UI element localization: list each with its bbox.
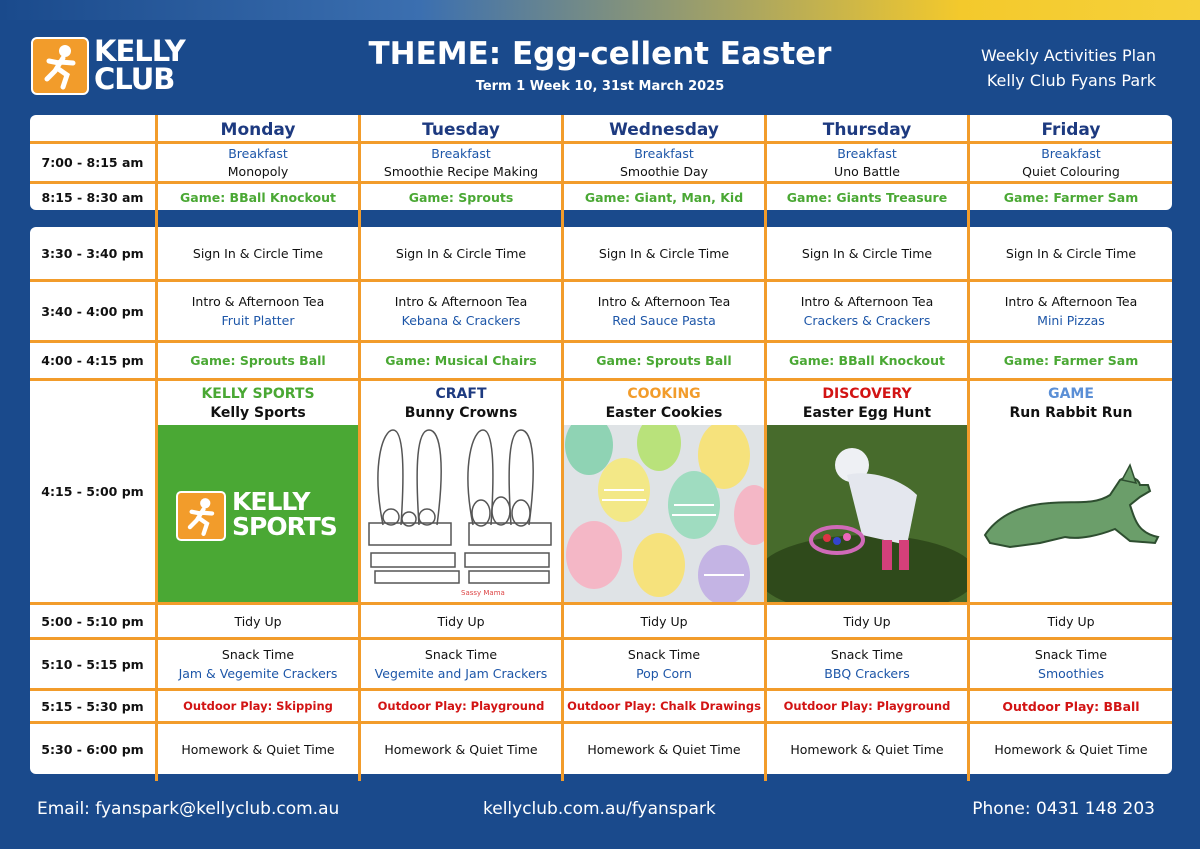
schedule-cell: Outdoor Play: Chalk Drawings (567, 699, 761, 713)
kelly-club-logo (31, 34, 187, 97)
time-label: 5:30 - 6:00 pm (41, 741, 144, 757)
schedule-cell: Snack Time Jam & Vegemite Crackers (178, 647, 338, 681)
footer-email[interactable]: Email: fyanspark@kellyclub.com.au (37, 799, 340, 819)
schedule-cell: Tidy Up (1047, 613, 1095, 629)
day-header-thursday: Thursday (822, 120, 912, 140)
bunny-ears-icon (361, 425, 561, 602)
schedule-cell: Homework & Quiet Time (994, 741, 1148, 757)
schedule-cell: Snack Time BBQ Crackers (824, 647, 910, 681)
schedule-cell: Game: Farmer Sam (1003, 353, 1139, 368)
schedule-cell: Tidy Up (234, 613, 282, 629)
day-header-wednesday: Wednesday (609, 120, 719, 140)
day-header-friday: Friday (1041, 120, 1101, 140)
rabbit-icon (970, 425, 1172, 602)
schedule-cell: Game: Giants Treasure (786, 189, 948, 205)
schedule-cell: Sign In & Circle Time (1005, 245, 1137, 261)
centre-name: Kelly Club Fyans Park (986, 71, 1156, 90)
footer-website-link[interactable]: kellyclub.com.au/fyanspark (483, 799, 716, 819)
page-title: THEME: Egg-cellent Easter (368, 36, 832, 72)
schedule-cell: Game: Sprouts (408, 189, 514, 205)
runner-icon (176, 491, 226, 541)
activity-heading: DISCOVERY Easter Egg Hunt (802, 385, 932, 421)
schedule-cell: Snack Time Vegemite and Jam Crackers (374, 647, 548, 681)
schedule-cell: Game: Farmer Sam (1003, 189, 1139, 205)
rabbit-image (970, 425, 1172, 602)
activity-heading: CRAFT Bunny Crowns (404, 385, 518, 421)
runner-icon (31, 37, 89, 95)
svg-text:Sassy Mama: Sassy Mama (461, 589, 505, 597)
footer-phone[interactable]: Phone: 0431 148 203 (972, 799, 1155, 819)
schedule-cell: Breakfast Monopoly (227, 146, 289, 179)
schedule-cell: Game: Giant, Man, Kid (584, 189, 744, 205)
schedule-cell: Breakfast Smoothie Day (619, 146, 709, 179)
schedule-cell: Sign In & Circle Time (801, 245, 933, 261)
schedule-cell: Game: BBall Knockout (789, 353, 945, 368)
logo-text: KELLY CLUB (94, 34, 185, 96)
time-label: 5:00 - 5:10 pm (41, 613, 144, 629)
schedule-cell: Game: Musical Chairs (385, 353, 537, 368)
schedule-cell: Intro & Afternoon Tea Crackers & Crackers (800, 294, 934, 328)
schedule-cell: Outdoor Play: BBall (1002, 698, 1140, 714)
page-subtitle: Term 1 Week 10, 31st March 2025 (475, 79, 725, 94)
day-header-tuesday: Tuesday (422, 120, 500, 140)
schedule-cell: Breakfast Uno Battle (834, 146, 900, 179)
schedule-cell: Intro & Afternoon Tea Kebana & Crackers (394, 294, 528, 328)
schedule-cell: Game: Sprouts Ball (190, 353, 326, 368)
time-label: 3:40 - 4:00 pm (41, 303, 144, 319)
schedule-cell: Tidy Up (640, 613, 688, 629)
schedule-cell: Breakfast Quiet Colouring (1022, 146, 1120, 179)
time-label: 7:00 - 8:15 am (41, 155, 144, 170)
schedule-cell: Intro & Afternoon Tea Fruit Platter (191, 294, 325, 328)
schedule-cell: Outdoor Play: Skipping (183, 699, 333, 713)
activity-heading: COOKING Easter Cookies (605, 385, 723, 421)
schedule-cell: Intro & Afternoon Tea Mini Pizzas (1004, 294, 1138, 328)
child-basket-icon (767, 425, 967, 602)
bunny-crowns-image (361, 425, 561, 602)
easter-cookies-image (564, 425, 764, 602)
schedule-cell: Sign In & Circle Time (395, 245, 527, 261)
schedule-cell: Tidy Up (843, 613, 891, 629)
schedule-cell: Snack Time Smoothies (1034, 647, 1108, 681)
schedule-cell: Intro & Afternoon Tea Red Sauce Pasta (597, 294, 731, 328)
schedule-cell: Game: BBall Knockout (180, 189, 336, 205)
time-label: 8:15 - 8:30 am (41, 189, 144, 205)
time-label: 4:15 - 5:00 pm (41, 484, 144, 499)
top-gradient-stripe (0, 0, 1200, 20)
schedule-cell: Homework & Quiet Time (181, 741, 335, 757)
time-label: 3:30 - 3:40 pm (41, 245, 144, 261)
schedule-cell: Homework & Quiet Time (384, 741, 538, 757)
kelly-sports-logo (158, 425, 358, 602)
cookie-icon (564, 425, 764, 602)
schedule-cell: Snack Time Pop Corn (627, 647, 701, 681)
activity-heading: GAME Run Rabbit Run (1009, 385, 1133, 421)
time-label: 4:00 - 4:15 pm (41, 353, 144, 368)
schedule-cell: Homework & Quiet Time (790, 741, 944, 757)
schedule-cell: Outdoor Play: Playground (377, 699, 545, 713)
schedule-cell: Sign In & Circle Time (598, 245, 730, 261)
schedule-cell: Homework & Quiet Time (587, 741, 741, 757)
kelly-sports-text: KELLY SPORTS (232, 487, 337, 541)
schedule-cell: Breakfast Smoothie Recipe Making (383, 146, 539, 179)
time-label: 5:10 - 5:15 pm (41, 656, 144, 672)
time-label: 5:15 - 5:30 pm (41, 698, 144, 714)
schedule-cell: Sign In & Circle Time (192, 245, 324, 261)
plan-label: Weekly Activities Plan (981, 46, 1156, 65)
day-header-monday: Monday (220, 120, 296, 140)
schedule-cell: Tidy Up (437, 613, 485, 629)
morning-schedule (30, 115, 1172, 210)
afternoon-schedule (30, 227, 1172, 774)
schedule-cell: Game: Sprouts Ball (596, 353, 732, 368)
egg-hunt-image (767, 425, 967, 602)
schedule-cell: Outdoor Play: Playground (783, 699, 951, 713)
activity-heading: KELLY SPORTS Kelly Sports (201, 385, 315, 421)
